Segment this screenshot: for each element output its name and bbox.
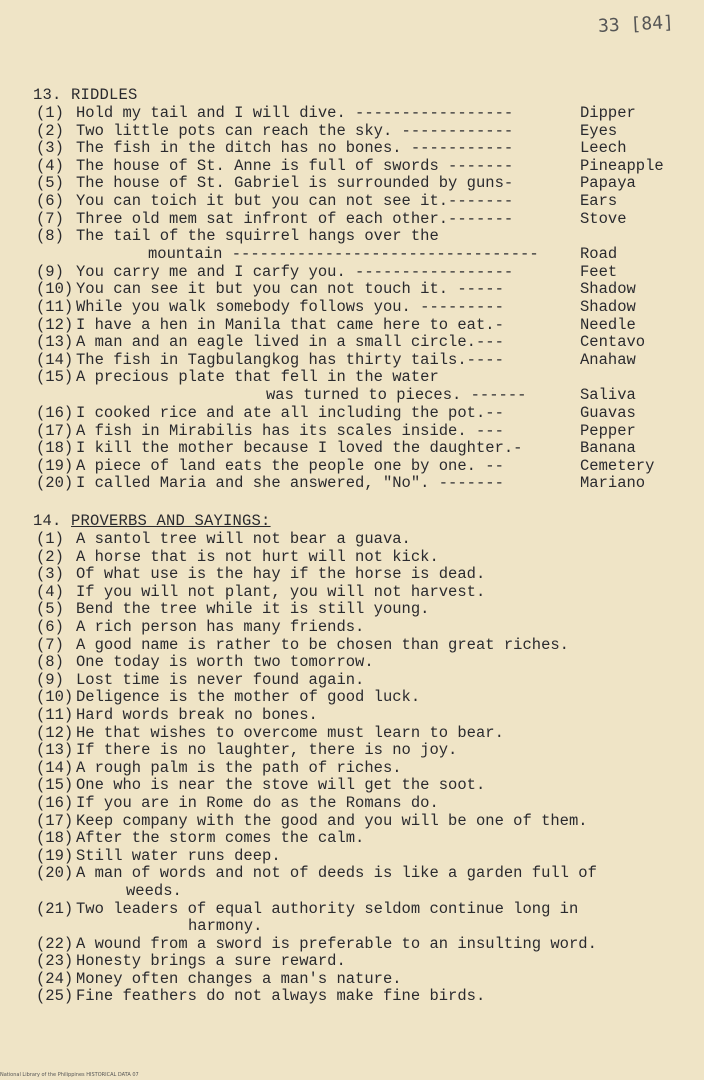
proverb-number: (1) — [36, 530, 64, 548]
proverb-number: (19) — [36, 846, 74, 865]
proverb-number: (11) — [36, 706, 74, 724]
proverb-item — [36, 600, 676, 618]
proverb-number: (4) — [36, 582, 64, 601]
riddle-text: I cooked rice and ate all including the pot.-- — [76, 404, 504, 422]
proverb-text: Fine feathers do not always make fine birds. — [76, 987, 486, 1006]
riddle-answer: Centavo — [580, 333, 646, 352]
proverbs-heading-text: PROVERBS AND SAYINGS: — [71, 512, 271, 530]
riddle-number: (5) — [36, 174, 64, 193]
riddle-answer: Pepper — [580, 421, 636, 440]
riddle-continuation: mountain --------------------------------- — [148, 245, 539, 264]
riddle-text: A piece of land eats the people one by one. -- — [76, 456, 504, 475]
riddle-answer: Feet — [580, 262, 618, 281]
proverb-text: Keep company with the good and you will be one of them. — [76, 811, 588, 830]
proverb-number: (15) — [36, 776, 74, 795]
proverb-number: (8) — [36, 653, 64, 672]
riddle-number: (15) — [36, 368, 74, 387]
proverb-item — [36, 671, 676, 689]
proverb-item — [36, 530, 676, 548]
proverb-text: A rough palm is the path of riches. — [76, 758, 402, 777]
riddle-number: (13) — [36, 333, 74, 352]
proverb-number: (24) — [36, 969, 74, 988]
riddle-text: You carry me and I carfy you. ----------------- — [76, 262, 514, 281]
riddle-number: (9) — [36, 262, 64, 281]
proverb-number: (9) — [36, 670, 64, 689]
riddle-number: (3) — [36, 139, 64, 158]
proverb-number: (17) — [36, 811, 74, 830]
riddle-number: (1) — [36, 104, 64, 122]
proverb-number: (10) — [36, 688, 74, 707]
proverb-item — [36, 776, 676, 794]
riddle-text: I kill the mother because I loved the daughter.- — [76, 439, 523, 458]
riddle-number: (19) — [36, 456, 74, 475]
proverb-number: (6) — [36, 618, 64, 636]
proverb-text: A good name is rather to be chosen than great riches. — [76, 635, 569, 654]
proverb-text: Of what use is the hay if the horse is dead. — [76, 565, 486, 584]
riddle-number: (17) — [36, 421, 74, 440]
proverb-text: Lost time is never found again. — [76, 670, 365, 689]
proverb-number: (21) — [36, 899, 74, 918]
riddle-answer: Banana — [580, 439, 636, 458]
proverb-number: (20) — [36, 864, 74, 883]
riddle-text: Hold my tail and I will dive. ----------------- — [76, 104, 514, 122]
riddle-answer: Anahaw — [580, 350, 636, 369]
proverb-number: (3) — [36, 565, 64, 584]
riddle-number: (20) — [36, 474, 74, 493]
archive-footer: National Library of the Philippines HISTORICAL DATA 07 — [0, 1072, 139, 1078]
riddle-answer: Pineapple — [580, 156, 664, 175]
riddle-answer: Stove — [580, 209, 627, 228]
proverb-text: One today is worth two tomorrow. — [76, 653, 374, 672]
proverb-text: If you are in Rome do as the Romans do. — [76, 794, 439, 812]
riddles-heading: 13. RIDDLES — [33, 86, 138, 104]
riddle-number: (8) — [36, 227, 64, 246]
riddle-answer: Eyes — [580, 121, 618, 140]
proverb-text: A santol tree will not bear a guava. — [76, 530, 411, 548]
proverb-number: (16) — [36, 794, 74, 812]
proverb-number: (2) — [36, 547, 64, 566]
riddle-item — [36, 227, 676, 245]
proverb-text: Money often changes a man's nature. — [76, 969, 402, 988]
riddle-number: (4) — [36, 156, 64, 175]
proverb-text: After the storm comes the calm. — [76, 829, 365, 848]
riddle-answer: Shadow — [580, 298, 636, 316]
proverb-text: One who is near the stove will get the soot. — [76, 776, 486, 795]
riddle-item — [36, 368, 676, 386]
riddle-number: (11) — [36, 298, 74, 316]
proverb-item — [36, 900, 676, 918]
riddle-continuation: was turned to pieces. ------ — [266, 386, 527, 405]
riddle-text: I have a hen in Manila that came here to eat.- — [76, 315, 504, 334]
proverb-text: If there is no laughter, there is no joy. — [76, 741, 458, 760]
riddle-number: (18) — [36, 439, 74, 458]
proverb-item — [36, 741, 676, 759]
proverb-item — [36, 583, 676, 601]
riddle-answer: Cemetery — [580, 456, 655, 475]
proverb-number: (25) — [36, 987, 74, 1006]
proverb-text: Honesty brings a sure reward. — [76, 952, 346, 971]
riddle-text: You can see it but you can not touch it. ----- — [76, 280, 504, 299]
proverb-text: A wound from a sword is preferable to an insulting word. — [76, 934, 597, 953]
riddle-answer: Papaya — [580, 174, 636, 193]
riddle-answer: Shadow — [580, 280, 636, 299]
proverb-item — [36, 970, 676, 988]
riddle-text: The fish in the ditch has no bones. ----------- — [76, 139, 514, 158]
proverb-item — [36, 706, 676, 724]
riddle-answer: Guavas — [580, 404, 636, 422]
riddle-answer: Mariano — [580, 474, 646, 493]
riddle-answer: Dipper — [580, 104, 636, 122]
proverb-text: If you will not plant, you will not harvest. — [76, 582, 486, 601]
proverbs-heading — [33, 512, 271, 530]
riddle-answer: Saliva — [580, 386, 636, 405]
proverb-item — [36, 935, 676, 953]
proverb-item — [36, 724, 676, 742]
proverb-continuation: weeds. — [126, 881, 182, 900]
proverb-number: (23) — [36, 952, 74, 971]
proverb-item — [36, 829, 676, 847]
riddle-number: (2) — [36, 121, 64, 140]
proverb-continuation: harmony. — [188, 917, 263, 935]
riddle-text: While you walk somebody follows you. --------- — [76, 298, 504, 316]
proverb-item — [36, 847, 676, 865]
riddle-text: The tail of the squirrel hangs over the — [76, 227, 439, 246]
proverb-item — [36, 759, 676, 777]
proverb-item — [36, 653, 676, 671]
proverb-text: Still water runs deep. — [76, 846, 281, 865]
riddle-text: A fish in Mirabilis has its scales inside. --- — [76, 421, 504, 440]
proverb-number: (18) — [36, 829, 74, 848]
proverb-item — [36, 987, 676, 1005]
riddle-number: (6) — [36, 192, 64, 210]
proverb-number: (22) — [36, 934, 74, 953]
riddle-number: (7) — [36, 209, 64, 228]
proverb-number: (13) — [36, 741, 74, 760]
riddle-answer: Leech — [580, 139, 627, 158]
proverb-number: (5) — [36, 600, 64, 619]
proverb-text: A horse that is not hurt will not kick. — [76, 547, 439, 566]
proverb-number: (7) — [36, 635, 64, 654]
proverbs-heading-number: 14. — [33, 512, 62, 530]
proverb-item — [36, 636, 676, 654]
riddle-text: The fish in Tagbulangkog has thirty tails.---- — [76, 350, 504, 369]
proverb-text: Deligence is the mother of good luck. — [76, 688, 421, 707]
riddle-text: Three old mem sat infront of each other.------- — [76, 209, 514, 228]
proverb-item — [36, 618, 676, 636]
riddle-text: A man and an eagle lived in a small circle.--- — [76, 333, 504, 352]
proverb-item — [36, 864, 676, 882]
proverb-item — [36, 952, 676, 970]
riddle-number: (14) — [36, 350, 74, 369]
riddle-answer: Ears — [580, 192, 618, 210]
proverb-item — [36, 548, 676, 566]
proverb-text: Two leaders of equal authority seldom continue long in — [76, 899, 579, 918]
proverb-item — [36, 565, 676, 583]
riddle-answer: Needle — [580, 315, 636, 334]
riddle-answer: Road — [580, 245, 618, 264]
riddle-number: (10) — [36, 280, 74, 299]
riddle-text: The house of St. Gabriel is surrounded by guns- — [76, 174, 514, 193]
proverb-text: He that wishes to overcome must learn to bear. — [76, 723, 504, 742]
riddle-number: (16) — [36, 404, 74, 422]
page-number: 33 [84] — [597, 12, 675, 37]
proverb-item — [36, 688, 676, 706]
proverb-text: A rich person has many friends. — [76, 618, 365, 636]
riddle-text: The house of St. Anne is full of swords ------- — [76, 156, 514, 175]
riddle-text: Two little pots can reach the sky. ------------ — [76, 121, 514, 140]
proverb-text: Hard words break no bones. — [76, 706, 318, 724]
proverb-text: A man of words and not of deeds is like a garden full of — [76, 864, 597, 883]
proverb-number: (14) — [36, 758, 74, 777]
proverb-item — [36, 794, 676, 812]
proverb-item — [36, 812, 676, 830]
riddle-text: I called Maria and she answered, "No". ------- — [76, 474, 504, 493]
proverb-number: (12) — [36, 723, 74, 742]
riddle-number: (12) — [36, 315, 74, 334]
proverb-text: Bend the tree while it is still young. — [76, 600, 430, 619]
riddle-text: You can toich it but you can not see it.------- — [76, 192, 514, 210]
riddle-text: A precious plate that fell in the water — [76, 368, 439, 387]
